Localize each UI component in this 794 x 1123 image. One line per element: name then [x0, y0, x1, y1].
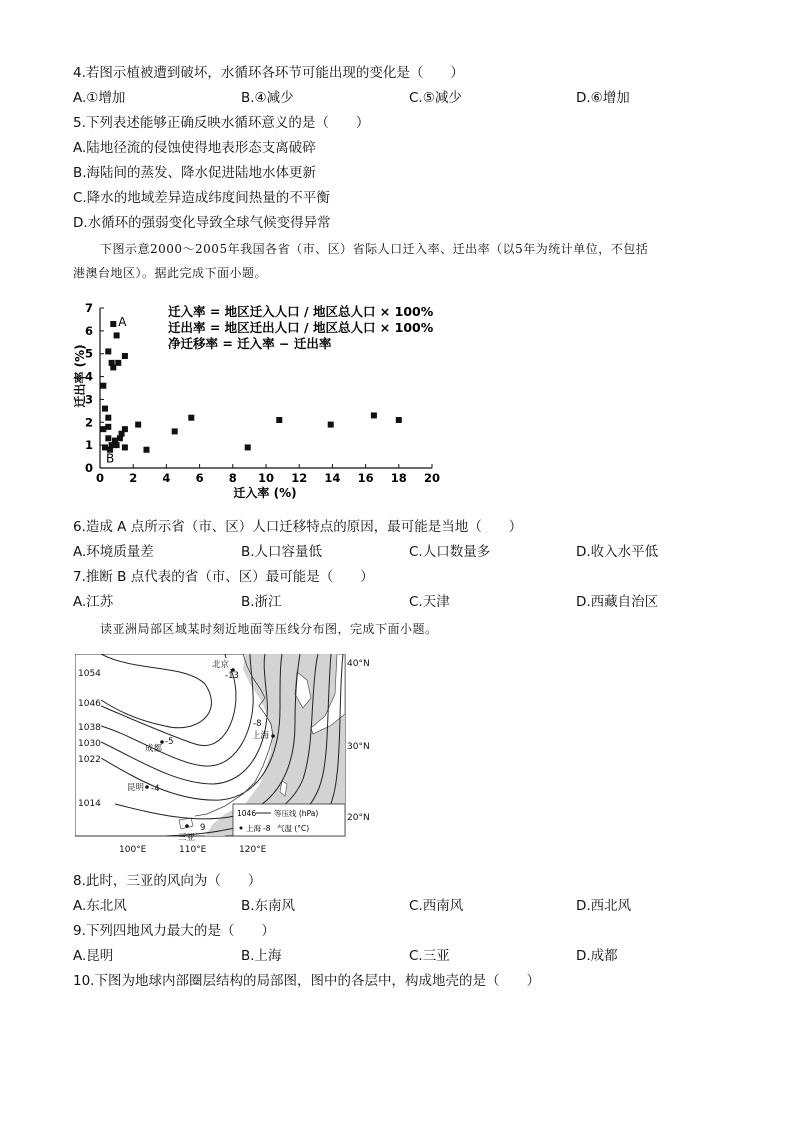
q8-option-c[interactable]: C.西南风 — [409, 898, 464, 914]
y-axis-title: 迁出率 (%) — [73, 344, 87, 408]
q5-option-b[interactable]: B.海陆间的蒸发、降水促进陆地水体更新 — [73, 165, 317, 181]
question-8-stem: 8.此时，三亚的风向为（ ） — [73, 873, 262, 889]
lat-label-20n: 20°N — [347, 813, 370, 823]
city-dot-shanghai — [271, 734, 275, 738]
city-dot-sanya — [185, 824, 189, 828]
city-name-sanya: 三亚 — [178, 833, 196, 843]
data-point — [105, 348, 111, 354]
city-temp-sanya: 9 — [200, 823, 206, 833]
data-point — [115, 360, 121, 366]
isobar-label-1046: 1046 — [78, 699, 101, 709]
q7-option-b[interactable]: B.浙江 — [241, 594, 282, 610]
intro-pressure-map: 读亚洲局部区域某时刻近地面等压线分布图，完成下面小题。 — [100, 622, 438, 636]
formula-out-rate: 迁出率 = 地区迁出人口 / 地区总人口 × 100% — [168, 320, 434, 335]
lon-label-100e: 100°E — [119, 845, 147, 855]
q9-option-c[interactable]: C.三亚 — [409, 948, 450, 964]
x-tick-label: 8 — [228, 471, 237, 485]
point-label-a: A — [118, 315, 127, 329]
data-point — [172, 428, 178, 434]
q9-option-b[interactable]: B.上海 — [241, 948, 282, 964]
point-label-b: B — [105, 451, 115, 466]
formula-net-rate: 净迁移率 = 迁入率 − 迁出率 — [168, 336, 332, 351]
data-point — [105, 415, 111, 421]
data-point — [396, 417, 402, 423]
data-point — [135, 422, 141, 428]
data-point — [328, 422, 334, 428]
q6-option-b[interactable]: B.人口容量低 — [241, 544, 323, 560]
y-tick-label: 4 — [84, 369, 93, 384]
data-point — [105, 424, 111, 430]
data-point — [371, 412, 377, 418]
data-point — [114, 332, 120, 338]
data-point — [122, 353, 128, 359]
x-tick-label: 12 — [291, 471, 308, 485]
isobar-label-1022: 1022 — [78, 755, 101, 765]
data-point — [100, 383, 106, 389]
y-tick-label: 3 — [84, 392, 93, 407]
legend-isobar-label: 等压线 (hPa) — [274, 809, 319, 818]
q5-option-d[interactable]: D.水循环的强弱变化导致全球气候变得异常 — [73, 215, 331, 231]
q6-option-d[interactable]: D.收入水平低 — [576, 544, 659, 560]
x-tick-label: 18 — [390, 471, 407, 485]
isobar-label-1030: 1030 — [78, 739, 101, 749]
x-tick-label: 4 — [162, 471, 171, 485]
question-5-stem: 5.下列表述能够正确反映水循环意义的是（ ） — [73, 115, 370, 131]
data-point — [102, 406, 108, 412]
city-temp-kunming: -4 — [151, 784, 160, 794]
q9-option-a[interactable]: A.昆明 — [73, 948, 114, 964]
isobar-label-1054: 1054 — [78, 669, 101, 679]
intro-migration-line2: 港澳台地区）。据此完成下面小题。 — [73, 266, 268, 280]
lon-label-110e: 110°E — [179, 845, 207, 855]
legend-temp-city: 上海 — [246, 824, 261, 833]
q5-option-a[interactable]: A.陆地径流的侵蚀使得地表形态支离破碎 — [73, 140, 316, 156]
city-dot-kunming — [145, 785, 149, 789]
x-tick-label: 0 — [95, 471, 105, 485]
q8-option-a[interactable]: A.东北风 — [73, 898, 127, 914]
data-point — [245, 444, 251, 450]
data-point — [122, 426, 128, 432]
data-point — [114, 442, 120, 448]
city-name-beijing: 北京 — [212, 660, 230, 670]
q4-option-b[interactable]: B.④减少 — [241, 90, 294, 106]
isobar-map — [75, 654, 380, 859]
q4-option-c[interactable]: C.⑤减少 — [409, 90, 462, 106]
data-point — [122, 444, 128, 450]
intro-migration-line1: 下图示意2000～2005年我国各省（市、区）省际人口迁入率、迁出率（以5年为统计单位，不包括 — [100, 242, 649, 256]
q5-option-c[interactable]: C.降水的地域差异造成纬度间热量的不平衡 — [73, 190, 330, 206]
city-name-chengdu: 成都 — [145, 744, 163, 754]
q4-option-d[interactable]: D.⑥增加 — [576, 90, 630, 106]
x-tick-label: 20 — [423, 471, 441, 485]
data-point — [188, 415, 194, 421]
q6-option-c[interactable]: C.人口数量多 — [409, 544, 491, 560]
question-9-stem: 9.下列四地风力最大的是（ ） — [73, 923, 275, 939]
question-6-stem: 6.造成 A 点所示省（市、区）人口迁移特点的原因，最可能是当地（ ） — [73, 519, 523, 535]
question-4-stem: 4.若图示植被遭到破坏，水循环各环节可能出现的变化是（ ） — [73, 65, 464, 81]
y-tick-label: 0 — [84, 461, 93, 475]
q8-option-b[interactable]: B.东南风 — [241, 898, 296, 914]
question-7-stem: 7.推断 B 点代表的省（市、区）最可能是（ ） — [73, 569, 374, 585]
q7-option-c[interactable]: C.天津 — [409, 594, 450, 610]
lat-label-30n: 30°N — [347, 742, 370, 752]
x-tick-label: 16 — [357, 471, 374, 485]
x-tick-label: 14 — [324, 471, 341, 485]
q8-option-d[interactable]: D.西北风 — [576, 898, 632, 914]
q4-option-a[interactable]: A.①增加 — [73, 90, 126, 106]
city-name-kunming: 昆明 — [127, 783, 145, 793]
y-tick-label: 2 — [84, 415, 93, 430]
x-tick-label: 10 — [257, 471, 275, 485]
y-tick-label: 7 — [84, 301, 93, 315]
y-tick-label: 5 — [84, 346, 93, 361]
isobar-label-1038: 1038 — [78, 723, 101, 733]
data-point — [105, 435, 111, 441]
legend-temp-value: -8 — [263, 824, 271, 833]
map-legend — [233, 804, 345, 836]
q6-option-a[interactable]: A.环境质量差 — [73, 544, 154, 560]
city-name-shanghai: 上海 — [252, 731, 270, 741]
q9-option-d[interactable]: D.成都 — [576, 948, 618, 964]
city-temp-chengdu: -5 — [165, 737, 174, 747]
city-temp-beijing: -13 — [225, 671, 239, 681]
lon-label-120e: 120°E — [239, 845, 267, 855]
x-axis-title: 迁入率 (%) — [233, 486, 297, 500]
q7-option-a[interactable]: A.江苏 — [73, 594, 114, 610]
migration-scatter-chart — [70, 296, 450, 506]
x-tick-label: 2 — [129, 471, 138, 485]
data-point — [276, 417, 282, 423]
legend-temp-label: 气温 (°C) — [277, 824, 310, 833]
data-point — [143, 447, 149, 453]
legend-isobar-sample: 1046 — [237, 809, 257, 818]
y-tick-label: 6 — [84, 323, 93, 338]
question-10-stem: 10.下图为地球内部圈层结构的局部图，图中的各层中，构成地壳的是（ ） — [73, 973, 540, 989]
formula-in-rate: 迁入率 = 地区迁入人口 / 地区总人口 × 100% — [168, 304, 434, 319]
x-tick-label: 6 — [195, 471, 204, 485]
y-tick-label: 1 — [84, 438, 93, 453]
city-temp-shanghai: -8 — [253, 719, 262, 729]
data-point — [110, 321, 116, 327]
q7-option-d[interactable]: D.西藏自治区 — [576, 594, 659, 610]
isobar-label-1014: 1014 — [78, 799, 101, 809]
lat-label-40n: 40°N — [347, 659, 370, 669]
